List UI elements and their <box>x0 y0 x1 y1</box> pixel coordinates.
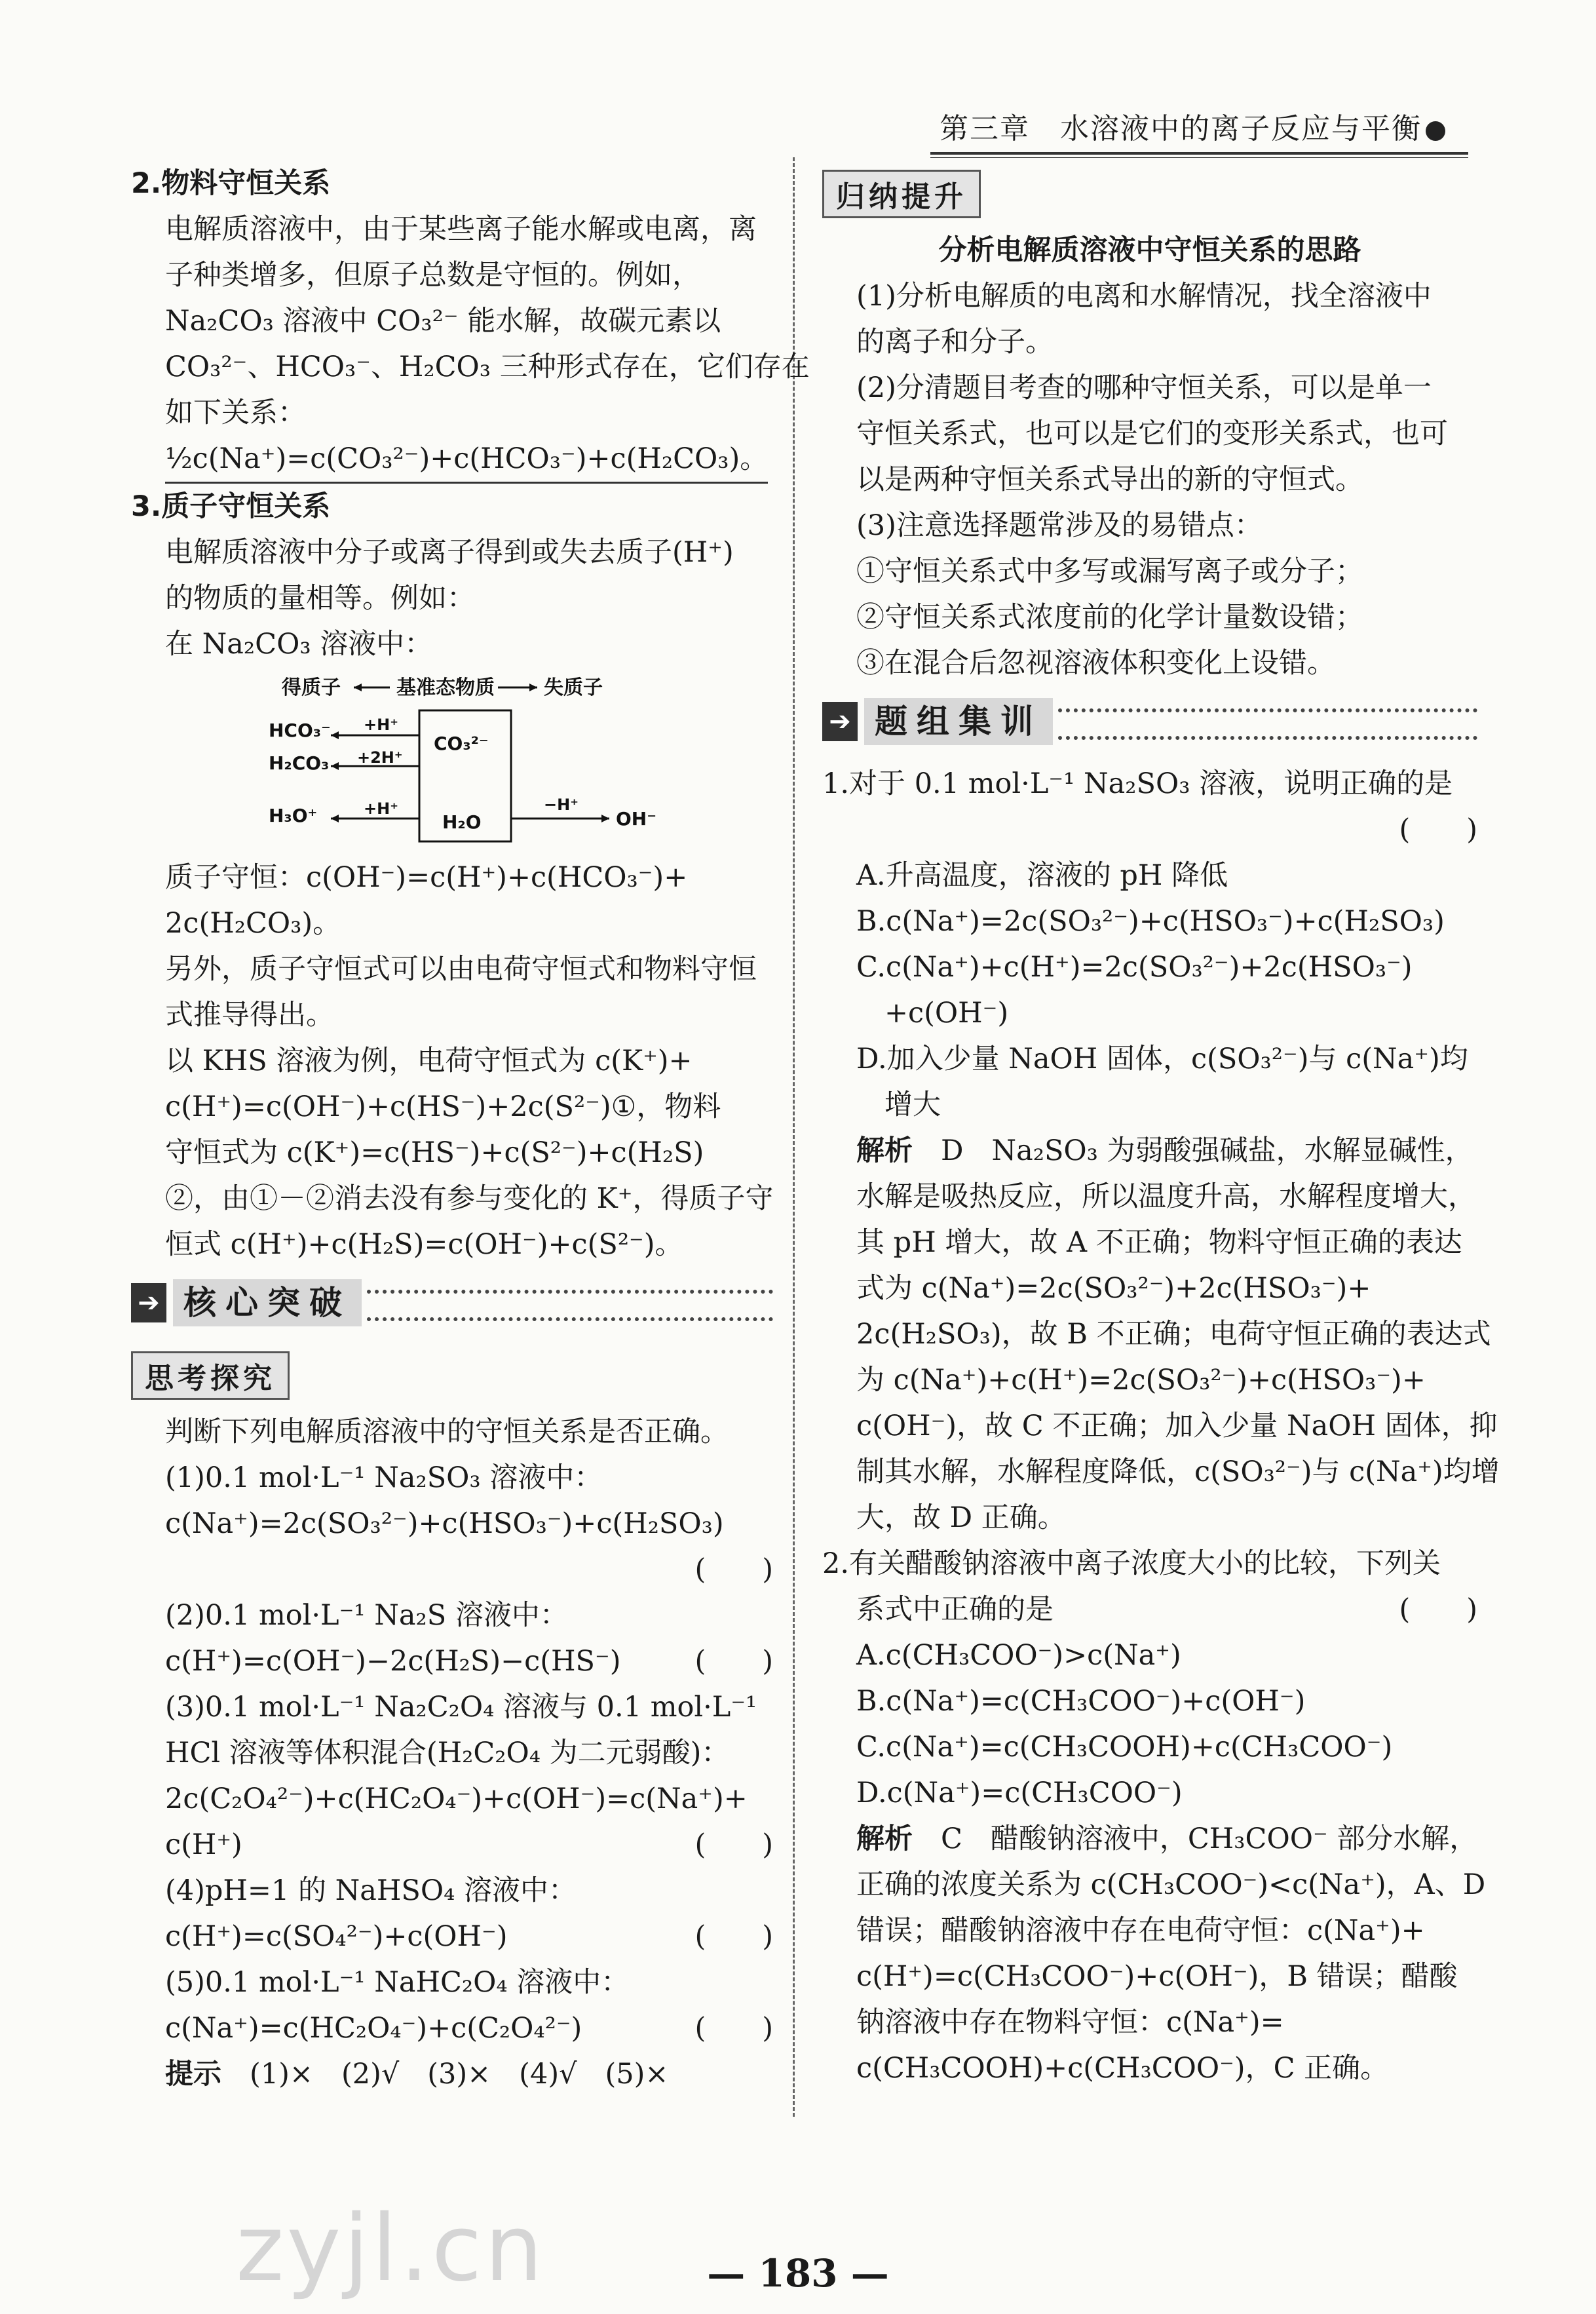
q1-option-c: C.c(Na⁺)+c(H⁺)=2c(SO₃²⁻)+2c(HSO₃⁻) <box>856 951 1413 984</box>
bullet-icon <box>1426 121 1445 141</box>
label-plus-h-2: +H⁺ <box>364 800 398 818</box>
practice-banner-title: 题组集训 <box>864 698 1053 745</box>
s3-after-5: 以 KHS 溶液为例，电荷守恒式为 c(K⁺)+ <box>165 1045 693 1077</box>
banner-title: 核心突破 <box>173 1279 362 1326</box>
practice-banner-dots <box>1058 708 1477 740</box>
arrow-icon: ➔ <box>131 1283 166 1322</box>
q2-stem: 2.有关醋酸钠溶液中离子浓度大小的比较，下列关 <box>822 1547 1441 1580</box>
s3-after-2: 2c(H₂CO₃)。 <box>165 907 341 940</box>
think-4-answer: ( ) <box>694 1920 773 1953</box>
q1-analysis-4: 式为 c(Na⁺)=2c(SO₃²⁻)+2c(HSO₃⁻)+ <box>856 1272 1371 1305</box>
q2-analysis-3: 错误；醋酸钠溶液中存在电荷守恒：c(Na⁺)+ <box>856 1914 1425 1947</box>
box-h2o: H₂O <box>442 811 482 833</box>
arrowhead-right <box>601 815 609 822</box>
q1-analysis-2: 水解是吸热反应，所以温度升高，水解程度增大， <box>856 1180 1476 1213</box>
species-h3o: H₃O⁺ <box>269 805 318 826</box>
s2-line-3: Na₂CO₃ 溶液中 CO₃²⁻ 能水解，故碳元素以 <box>165 305 721 337</box>
arrowhead-1 <box>331 731 339 739</box>
hint-label: 提示 <box>165 2058 221 2091</box>
think-4-f: c(H⁺)=c(SO₄²⁻)+c(OH⁻) <box>165 1920 508 1953</box>
header-rule <box>930 152 1468 155</box>
q2-analysis-2: 正确的浓度关系为 c(CH₃COO⁻)<c(Na⁺)，A、D <box>856 1868 1486 1901</box>
proton-diagram <box>131 671 773 848</box>
q1-analysis-8: 制其水解，水解程度降低，c(SO₃²⁻)与 c(Na⁺)均增 <box>856 1456 1500 1488</box>
s3-after-8: ②，由①－②消去没有参与变化的 K⁺，得质子守 <box>165 1182 774 1215</box>
arrow-icon-2: ➔ <box>822 702 858 741</box>
think-2-f: c(H⁺)=c(OH⁻)−2c(H₂S)−c(HS⁻) <box>165 1645 621 1678</box>
q1-analysis-label: 解析 <box>856 1134 913 1167</box>
arrowhead-lose <box>529 684 537 691</box>
page-number: — 183 — <box>707 2251 889 2296</box>
think-3-q: (3)0.1 mol·L⁻¹ Na₂C₂O₄ 溶液与 0.1 mol·L⁻¹ <box>165 1691 757 1724</box>
base-label: 基准态物质 <box>396 676 495 699</box>
s3-after-7: 守恒式为 c(K⁺)=c(HS⁻)+c(S²⁻)+c(H₂S) <box>165 1136 704 1169</box>
s3-after-1: 质子守恒：c(OH⁻)=c(H⁺)+c(HCO₃⁻)+ <box>165 861 688 894</box>
arrowhead-gain <box>354 684 362 691</box>
s3-after-6: c(H⁺)=c(OH⁻)+c(HS⁻)+2c(S²⁻)①，物料 <box>165 1090 721 1123</box>
watermark: zyjl.cn <box>236 2195 546 2302</box>
core-breakthrough-banner <box>131 1279 773 1332</box>
s3-line-2: 的物质的量相等。例如： <box>165 582 475 615</box>
q1-option-d: D.加入少量 NaOH 固体，c(SO₃²⁻)与 c(Na⁺)均 <box>856 1043 1468 1075</box>
think-3-q2: HCl 溶液等体积混合(H₂C₂O₄ 为二元弱酸)： <box>165 1737 730 1769</box>
s2-line-1: 电解质溶液中，由于某些离子能水解或电离，离 <box>165 213 757 246</box>
summary-line-8: ②守恒关系式浓度前的化学计量数设错； <box>856 601 1363 634</box>
think-intro: 判断下列电解质溶液中的守恒关系是否正确。 <box>165 1416 729 1448</box>
q1-analysis-9: 大，故 D 正确。 <box>856 1501 1066 1534</box>
q1-option-b: B.c(Na⁺)=2c(SO₃²⁻)+c(HSO₃⁻)+c(H₂SO₃) <box>856 905 1445 938</box>
think-2-answer: ( ) <box>694 1645 773 1678</box>
banner-dots <box>367 1290 773 1321</box>
q2-analysis-6: c(CH₃COOH)+c(CH₃COO⁻)，C 正确。 <box>856 2052 1389 2085</box>
q2-analysis-label: 解析 <box>856 1822 913 1855</box>
s2-formula: ½c(Na⁺)=c(CO₃²⁻)+c(HCO₃⁻)+c(H₂CO₃)。 <box>165 436 768 484</box>
q1-stem: 1.对于 0.1 mol·L⁻¹ Na₂SO₃ 溶液，说明正确的是 <box>822 767 1453 800</box>
species-oh: OH⁻ <box>616 808 657 830</box>
summary-line-6: (3)注意选择题常涉及的易错点： <box>856 509 1263 542</box>
s3-line-1: 电解质溶液中分子或离子得到或失去质子(H⁺) <box>165 536 734 569</box>
s3-line-3: 在 Na₂CO₃ 溶液中： <box>165 628 433 661</box>
summary-line-4: 守恒关系式，也可以是它们的变形关系式，也可 <box>856 417 1448 450</box>
q1-analysis-6: 为 c(Na⁺)+c(H⁺)=2c(SO₃²⁻)+c(HSO₃⁻)+ <box>856 1364 1426 1397</box>
summary-line-2: 的离子和分子。 <box>856 326 1054 358</box>
q2-option-c: C.c(Na⁺)=c(CH₃COOH)+c(CH₃COO⁻) <box>856 1731 1393 1764</box>
think-1-q: (1)0.1 mol·L⁻¹ Na₂SO₃ 溶液中： <box>165 1461 603 1494</box>
q1-paren: ( ) <box>1399 813 1477 846</box>
s2-line-5: 如下关系： <box>165 396 306 429</box>
practice-banner <box>822 698 1477 750</box>
label-minus-h: −H⁺ <box>544 796 579 814</box>
summary-line-3: (2)分清题目考查的哪种守恒关系，可以是单一 <box>856 372 1432 404</box>
q1-option-c2: +c(OH⁻) <box>856 997 1009 1030</box>
think-2-q: (2)0.1 mol·L⁻¹ Na₂S 溶液中： <box>165 1599 568 1632</box>
think-3-f: 2c(C₂O₄²⁻)+c(HC₂O₄⁻)+c(OH⁻)=c(Na⁺)+ <box>165 1783 748 1815</box>
q2-analysis-4: c(H⁺)=c(CH₃COO⁻)+c(OH⁻)，B 错误；醋酸 <box>856 1960 1458 1993</box>
think-5-answer: ( ) <box>694 2012 773 2045</box>
q1-option-d2: 增大 <box>856 1089 941 1121</box>
arrowhead-2 <box>331 762 339 770</box>
label-plus-2h: +2H⁺ <box>357 748 403 767</box>
think-3-f2: c(H⁺) <box>165 1828 242 1861</box>
header-rule-thin <box>930 157 1468 158</box>
think-4-q: (4)pH=1 的 NaHSO₄ 溶液中： <box>165 1874 577 1907</box>
s3-after-9: 恒式 c(H⁺)+c(H₂S)=c(OH⁻)+c(S²⁻)。 <box>165 1228 683 1261</box>
chapter-title: 第三章 水溶液中的离子反应与平衡 <box>940 112 1422 145</box>
lose-label: 失质子 <box>544 676 603 699</box>
q2-option-a: A.c(CH₃COO⁻)>c(Na⁺) <box>856 1639 1181 1672</box>
q2-paren: ( ) <box>1399 1593 1477 1626</box>
summary-line-5: 以是两种守恒关系式导出的新的守恒式。 <box>856 463 1363 496</box>
gain-label: 得质子 <box>282 676 341 699</box>
s3-after-3: 另外，质子守恒式可以由电荷守恒式和物料守恒 <box>165 953 757 986</box>
summary-line-1: (1)分析电解质的电离和水解情况，找全溶液中 <box>856 280 1432 313</box>
think-5-f: c(Na⁺)=c(HC₂O₄⁻)+c(C₂O₄²⁻) <box>165 2012 582 2045</box>
think-explore-tag: 思考探究 <box>131 1351 290 1400</box>
q1-analysis-3: 其 pH 增大，故 A 不正确；物料守恒正确的表达 <box>856 1226 1462 1259</box>
q1-analysis-7: c(OH⁻)，故 C 不正确；加入少量 NaOH 固体，抑 <box>856 1410 1498 1442</box>
proton-diagram-svg <box>131 671 773 848</box>
chapter-header <box>940 105 1445 147</box>
q2-stem2: 系式中正确的是 <box>856 1593 1054 1626</box>
s2-line-2: 子种类增多，但原子总数是守恒的。例如， <box>165 259 700 292</box>
column-divider <box>793 157 795 2117</box>
summary-tag: 归纳提升 <box>822 170 981 218</box>
hint-text: (1)× (2)√ (3)× (4)√ (5)× <box>250 2058 669 2091</box>
box-co3: CO₃²⁻ <box>434 733 489 754</box>
right-column <box>822 161 1500 2091</box>
q1-analysis-5: 2c(H₂SO₃)，故 B 不正确；电荷守恒正确的表达式 <box>856 1318 1491 1351</box>
think-3-answer: ( ) <box>694 1828 773 1861</box>
summary-line-7: ①守恒关系式中多写或漏写离子或分子； <box>856 555 1363 588</box>
s2-line-4: CO₃²⁻、HCO₃⁻、H₂CO₃ 三种形式存在，它们存在 <box>165 351 810 383</box>
q2-option-d: D.c(Na⁺)=c(CH₃COO⁻) <box>856 1777 1183 1809</box>
section-2-title: 2.物料守恒关系 <box>131 167 331 200</box>
think-1-f: c(Na⁺)=2c(SO₃²⁻)+c(HSO₃⁻)+c(H₂SO₃) <box>165 1507 724 1540</box>
q2-analysis-5: 钠溶液中存在物料守恒：c(Na⁺)= <box>856 2006 1284 2039</box>
q2-option-b: B.c(Na⁺)=c(CH₃COO⁻)+c(OH⁻) <box>856 1685 1306 1718</box>
section-3-title: 3.质子守恒关系 <box>131 490 331 523</box>
s3-after-4: 式推导得出。 <box>165 999 334 1032</box>
left-column <box>131 161 810 2097</box>
q2-analysis-1: C 醋酸钠溶液中，CH₃COO⁻ 部分水解， <box>941 1822 1478 1855</box>
summary-line-9: ③在混合后忽视溶液体积变化上设错。 <box>856 647 1335 680</box>
label-plus-h: +H⁺ <box>364 716 398 734</box>
summary-title: 分析电解质溶液中守恒关系的思路 <box>938 234 1361 267</box>
species-hco3: HCO₃⁻ <box>269 720 331 741</box>
arrowhead-3 <box>331 815 339 822</box>
q1-analysis-1: D Na₂SO₃ 为弱酸强碱盐，水解显碱性， <box>941 1134 1473 1167</box>
q1-option-a: A.升高温度，溶液的 pH 降低 <box>856 859 1228 892</box>
think-1-answer: ( ) <box>694 1553 773 1586</box>
think-5-q: (5)0.1 mol·L⁻¹ NaHC₂O₄ 溶液中： <box>165 1966 630 1999</box>
species-h2co3: H₂CO₃ <box>269 752 330 774</box>
